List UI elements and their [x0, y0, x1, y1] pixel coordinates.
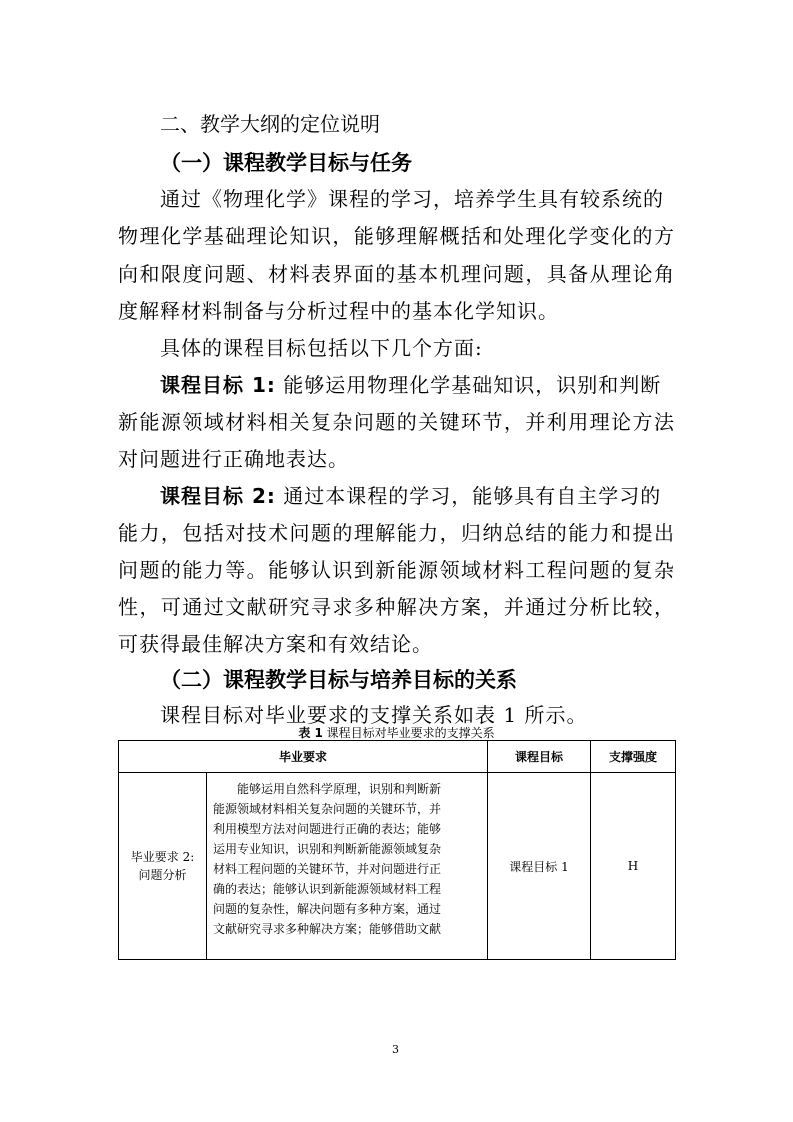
page-number: 3 [392, 1043, 399, 1056]
para1-line: 物理化学基础理论知识，能够理解概括和处理化学变化的方 [118, 224, 675, 248]
goal2-label: 课程目标 2: [160, 484, 276, 508]
goal2-line: 能力，包括对技术问题的理解能力，归纳总结的能力和提出 [118, 521, 675, 545]
goal1-line: 对问题进行正确地表达。 [118, 447, 349, 471]
section-title: 二、教学大纲的定位说明 [160, 112, 380, 136]
course-goal-cell: 课程目标 1 [488, 773, 591, 960]
header-requirement: 毕业要求 [119, 741, 488, 773]
goal2-line: 性，可通过文献研究寻求多种解决方案，并通过分析比较， [118, 595, 675, 619]
table-row [119, 773, 676, 960]
description-line: 能够运用自然科学原理，识别和判断新 [237, 782, 442, 796]
description-line: 利用模型方法对问题进行正确的表达；能够 [213, 822, 442, 836]
support-strength-cell: H [591, 773, 676, 960]
para1-line: 度解释材料制备与分析过程中的基本化学知识。 [118, 299, 559, 323]
header-goal: 课程目标 [488, 741, 591, 773]
table-caption-text: 课程目标对毕业要求的支撑关系 [326, 726, 495, 740]
description-line: 确的表达；能够认识到新能源领域材料工程 [213, 882, 442, 896]
description-line: 文献研究寻求多种解决方案；能够借助文献 [213, 922, 442, 936]
subsection-title-2: （二）课程教学目标与培养目标的关系 [160, 668, 517, 692]
goal2-line: 通过本课程的学习，能够具有自主学习的 [283, 484, 662, 508]
description-line: 材料工程问题的关键环节，并对问题进行正 [213, 862, 442, 876]
goal1-first-line [160, 369, 661, 398]
subsection-title-1: （一）课程教学目标与任务 [160, 151, 412, 175]
requirement-name-line: 毕业要求 2: [130, 850, 195, 864]
requirement-name-cell [119, 773, 207, 960]
para1-line: 通过《物理化学》课程的学习，培养学生具有较系统的 [160, 187, 664, 211]
table-caption-label: 表 1 [298, 726, 323, 740]
description-line: 运用专业知识，识别和判断新能源领域复杂 [213, 842, 442, 856]
description-line: 能源领域材料相关复杂问题的关键环节，并 [213, 802, 442, 816]
header-strength: 支撑强度 [591, 741, 676, 773]
table-caption [118, 724, 675, 741]
para2: 具体的课程目标包括以下几个方面: [160, 336, 483, 360]
goal1-label: 课程目标 1: [160, 373, 276, 397]
goal2-line: 可获得最佳解决方案和有效结论。 [118, 632, 433, 656]
goal2-line: 问题的能力等。能够认识到新能源领域材料工程问题的复杂 [118, 558, 675, 582]
goal1-line: 能够运用物理化学基础知识，识别和判断 [283, 373, 662, 397]
support-table [118, 740, 676, 960]
requirement-name-line: 问题分析 [138, 868, 187, 882]
para1-line: 向和限度问题、材料表界面的基本机理问题，具备从理论角 [118, 262, 675, 286]
table-header-row [119, 741, 676, 773]
goal1-line: 新能源领域材料相关复杂问题的关键环节，并利用理论方法 [118, 410, 675, 434]
para3: 课程目标对毕业要求的支撑关系如表 1 所示。 [160, 703, 588, 727]
requirement-description-cell [207, 773, 488, 960]
goal2-first-line [160, 480, 661, 509]
description-line: 问题的复杂性，解决问题有多种方案，通过 [213, 902, 442, 916]
